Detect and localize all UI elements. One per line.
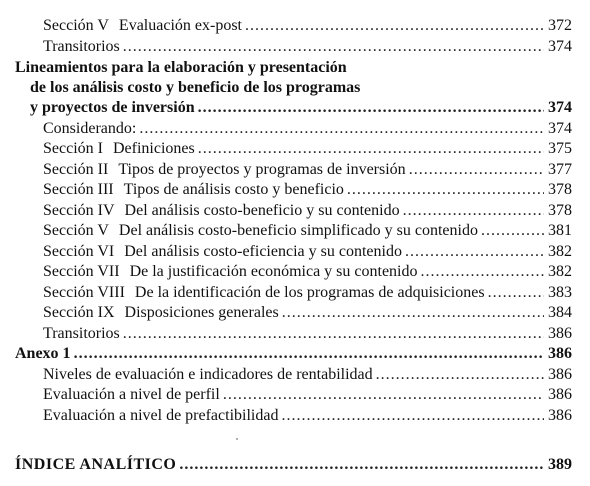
toc-entry-lineamientos[interactable] xyxy=(30,98,572,118)
toc-entry-seccion-vii[interactable] xyxy=(43,262,572,282)
dot-leader xyxy=(245,16,544,36)
toc-entry-title: Del análisis costo-beneficio simplificado y su contenido xyxy=(118,222,478,239)
toc-entry-page: 382 xyxy=(548,243,572,260)
toc-entry-section: Sección VII xyxy=(43,263,120,280)
dot-leader xyxy=(481,221,544,241)
dot-leader xyxy=(409,160,544,180)
toc-entry-page: 382 xyxy=(548,263,572,280)
dot-leader xyxy=(376,365,544,385)
toc-entry-section: Sección I xyxy=(43,140,103,157)
toc-entry-page: 389 xyxy=(548,456,572,473)
toc-entry-title: y proyectos de inversión xyxy=(30,99,195,116)
print-speck xyxy=(236,438,238,440)
toc-entry-title: Del análisis costo-eficiencia y su contenido xyxy=(124,243,402,260)
toc-entry-section: Sección VIII xyxy=(43,284,125,301)
toc-entry-seccion-i[interactable] xyxy=(43,139,572,159)
toc-entry-page: 386 xyxy=(548,366,572,383)
toc-entry-title: De la identificación de los programas de adquisiciones xyxy=(134,284,485,301)
toc-entry-title: Transitorios xyxy=(43,325,120,342)
toc-entry-section: Sección IV xyxy=(43,202,115,219)
toc-entry-page: 383 xyxy=(548,284,572,301)
dot-leader xyxy=(282,303,544,323)
toc-entry-anexo-1[interactable] xyxy=(15,344,572,364)
toc-entry-page: 377 xyxy=(548,161,572,178)
toc-entry-title: Evaluación ex-post xyxy=(118,17,242,34)
toc-entry-title: Tipos de proyectos y programas de inversión xyxy=(118,161,406,178)
toc-entry-section: Sección V xyxy=(43,222,109,239)
toc-entry-page: 372 xyxy=(548,17,572,34)
toc-entry-page: 381 xyxy=(548,222,572,239)
toc-entry-page: 386 xyxy=(548,325,572,342)
toc-entry-page: 374 xyxy=(548,99,572,116)
toc-entry-section: Sección V xyxy=(43,17,109,34)
toc-entry-title: Anexo 1 xyxy=(15,345,71,362)
toc-entry-seccion-v-evaluacion[interactable] xyxy=(43,16,572,36)
toc-entry-title: ÍNDICE ANALÍTICO xyxy=(15,456,177,473)
toc-entry-evaluacion-perfil[interactable] xyxy=(43,385,572,405)
toc-entry-seccion-ii[interactable] xyxy=(43,160,572,180)
dot-leader xyxy=(74,344,544,364)
toc-entry-section: Sección IX xyxy=(43,304,115,321)
toc-entry-page: 384 xyxy=(548,304,572,321)
toc-entry-page: 386 xyxy=(548,345,572,362)
toc-entry-title: Tipos de análisis costo y beneficio xyxy=(123,181,344,198)
toc-entry-considerando[interactable] xyxy=(43,119,572,139)
toc-entry-page: 375 xyxy=(548,140,572,157)
dot-leader xyxy=(179,455,544,475)
toc-entry-page: 378 xyxy=(548,202,572,219)
toc-entry-section: Sección VI xyxy=(43,243,115,260)
dot-leader xyxy=(488,283,544,303)
toc-entry-title: De la justificación económica y su contenido xyxy=(129,263,418,280)
dot-leader xyxy=(223,385,544,405)
toc-entry-title: Definiciones xyxy=(112,140,195,157)
toc-entry-seccion-iv[interactable] xyxy=(43,201,572,221)
toc-entry-page: 386 xyxy=(548,386,572,403)
toc-entry-evaluacion-prefactibilidad[interactable] xyxy=(43,406,572,426)
dot-leader xyxy=(405,242,544,262)
toc-entry-title: Niveles de evaluación e indicadores de rentabilidad xyxy=(43,366,373,383)
toc-entry-seccion-viii[interactable] xyxy=(43,283,572,303)
dot-leader xyxy=(281,406,544,426)
toc-entry-page: 374 xyxy=(548,38,572,55)
toc-entry-transitorios-2[interactable] xyxy=(43,324,572,344)
toc-entry-page: 386 xyxy=(548,407,572,424)
toc-entry-title: Considerando: xyxy=(43,120,137,137)
dot-leader xyxy=(139,119,544,139)
toc-entry-seccion-ix[interactable] xyxy=(43,303,572,323)
toc-entry-title: Transitorios xyxy=(43,38,120,55)
toc-entry-page: 378 xyxy=(548,181,572,198)
lineamientos-heading-line-1: Lineamientos para la elaboración y presentación xyxy=(15,59,347,76)
toc-entry-title: Evaluación a nivel de perfil xyxy=(43,386,220,403)
dot-leader xyxy=(420,262,544,282)
toc-entry-page: 374 xyxy=(548,120,572,137)
toc-entry-section: Sección III xyxy=(43,181,114,198)
toc-entry-seccion-v[interactable] xyxy=(43,221,572,241)
dot-leader xyxy=(123,37,544,57)
toc-entry-title: Disposiciones generales xyxy=(124,304,279,321)
dot-leader xyxy=(123,324,544,344)
dot-leader xyxy=(198,98,544,118)
dot-leader xyxy=(403,201,544,221)
toc-entry-niveles-evaluacion[interactable] xyxy=(43,365,572,385)
toc-entry-indice-analitico[interactable] xyxy=(15,455,572,475)
lineamientos-heading-line-2: de los análisis costo y beneficio de los programas xyxy=(30,79,361,96)
dot-leader xyxy=(198,139,544,159)
toc-entry-title: Del análisis costo-beneficio y su contenido xyxy=(124,202,400,219)
toc-entry-seccion-vi[interactable] xyxy=(43,242,572,262)
toc-entry-title: Evaluación a nivel de prefactibilidad xyxy=(43,407,279,424)
toc-entry-transitorios[interactable] xyxy=(43,37,572,57)
toc-entry-seccion-iii[interactable] xyxy=(43,180,572,200)
dot-leader xyxy=(347,180,544,200)
toc-entry-section: Sección II xyxy=(43,161,109,178)
